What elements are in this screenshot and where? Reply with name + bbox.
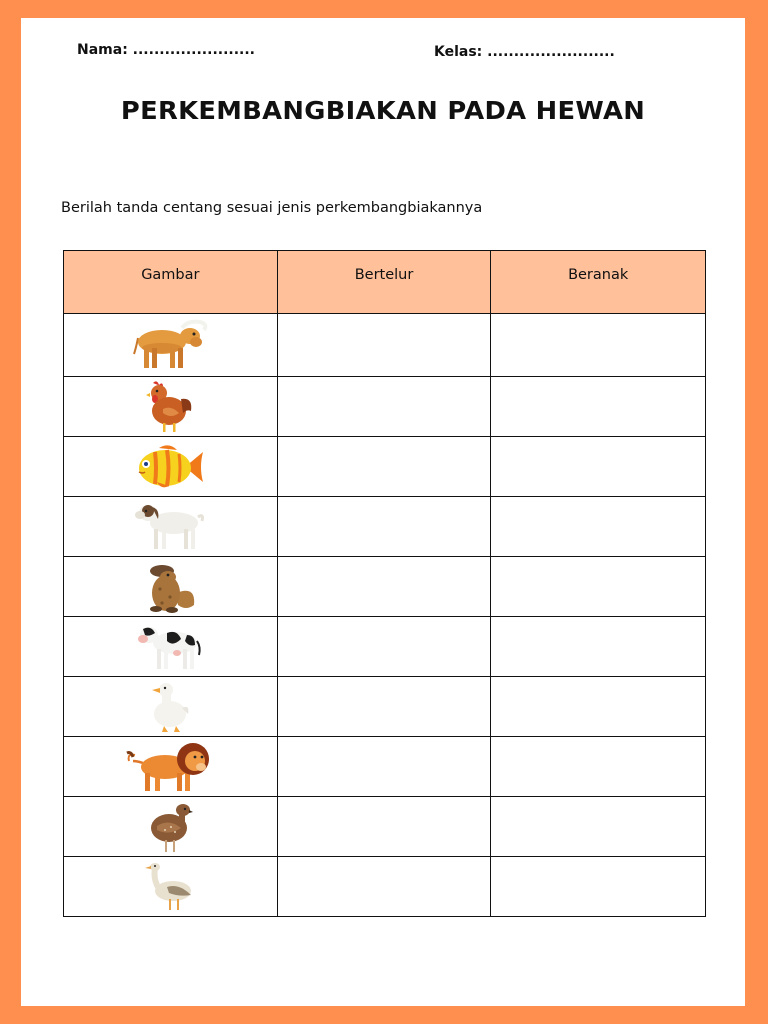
worksheet — [21, 18, 745, 1006]
table-row — [64, 677, 706, 737]
beranak-checkbox-cell[interactable] — [491, 557, 706, 617]
table-row — [64, 497, 706, 557]
column-header-gambar: Gambar — [64, 251, 278, 314]
bertelur-checkbox-cell[interactable] — [277, 377, 491, 437]
bertelur-checkbox-cell[interactable] — [277, 437, 491, 497]
table-row — [64, 797, 706, 857]
picture-cell — [64, 497, 278, 557]
platypus-icon — [142, 559, 198, 615]
duck-icon — [148, 680, 192, 734]
table-row — [64, 557, 706, 617]
beranak-checkbox-cell[interactable] — [491, 797, 706, 857]
column-header-bertelur: Bertelur — [277, 251, 491, 314]
table-row — [64, 377, 706, 437]
picture-cell — [64, 677, 278, 737]
picture-cell — [64, 617, 278, 677]
worksheet-title: PERKEMBANGBIAKAN PADA HEWAN — [120, 96, 646, 125]
bertelur-checkbox-cell[interactable] — [277, 497, 491, 557]
beranak-checkbox-cell[interactable] — [491, 677, 706, 737]
answer-table — [63, 250, 706, 917]
name-field[interactable]: Nama: ....................... — [77, 42, 255, 58]
goose-icon — [145, 861, 195, 913]
bertelur-checkbox-cell[interactable] — [277, 677, 491, 737]
class-field[interactable]: Kelas: ........................ — [434, 44, 615, 60]
bertelur-checkbox-cell[interactable] — [277, 314, 491, 377]
picture-cell — [64, 314, 278, 377]
picture-cell — [64, 557, 278, 617]
beranak-checkbox-cell[interactable] — [491, 437, 706, 497]
lion-icon — [125, 739, 215, 795]
bertelur-checkbox-cell[interactable] — [277, 557, 491, 617]
table-row — [64, 617, 706, 677]
table-row — [64, 314, 706, 377]
bertelur-checkbox-cell[interactable] — [277, 617, 491, 677]
table-row — [64, 437, 706, 497]
cow-icon — [137, 621, 203, 673]
fish-icon — [135, 442, 205, 492]
picture-cell — [64, 377, 278, 437]
bertelur-checkbox-cell[interactable] — [277, 737, 491, 797]
table-row — [64, 737, 706, 797]
beranak-checkbox-cell[interactable] — [491, 377, 706, 437]
instruction-text: Berilah tanda centang sesuai jenis perkembangbiakannya — [61, 200, 483, 216]
beranak-checkbox-cell[interactable] — [491, 497, 706, 557]
column-header-beranak: Beranak — [491, 251, 706, 314]
picture-cell — [64, 737, 278, 797]
bertelur-checkbox-cell[interactable] — [277, 857, 491, 917]
buffalo-icon — [132, 318, 208, 372]
picture-cell — [64, 437, 278, 497]
beranak-checkbox-cell[interactable] — [491, 617, 706, 677]
chicken-icon — [145, 379, 195, 435]
goat-icon — [134, 501, 206, 553]
quail-icon — [147, 800, 193, 854]
picture-cell — [64, 797, 278, 857]
table-row — [64, 857, 706, 917]
beranak-checkbox-cell[interactable] — [491, 737, 706, 797]
beranak-checkbox-cell[interactable] — [491, 857, 706, 917]
beranak-checkbox-cell[interactable] — [491, 314, 706, 377]
table-header-row — [64, 251, 706, 314]
picture-cell — [64, 857, 278, 917]
bertelur-checkbox-cell[interactable] — [277, 797, 491, 857]
